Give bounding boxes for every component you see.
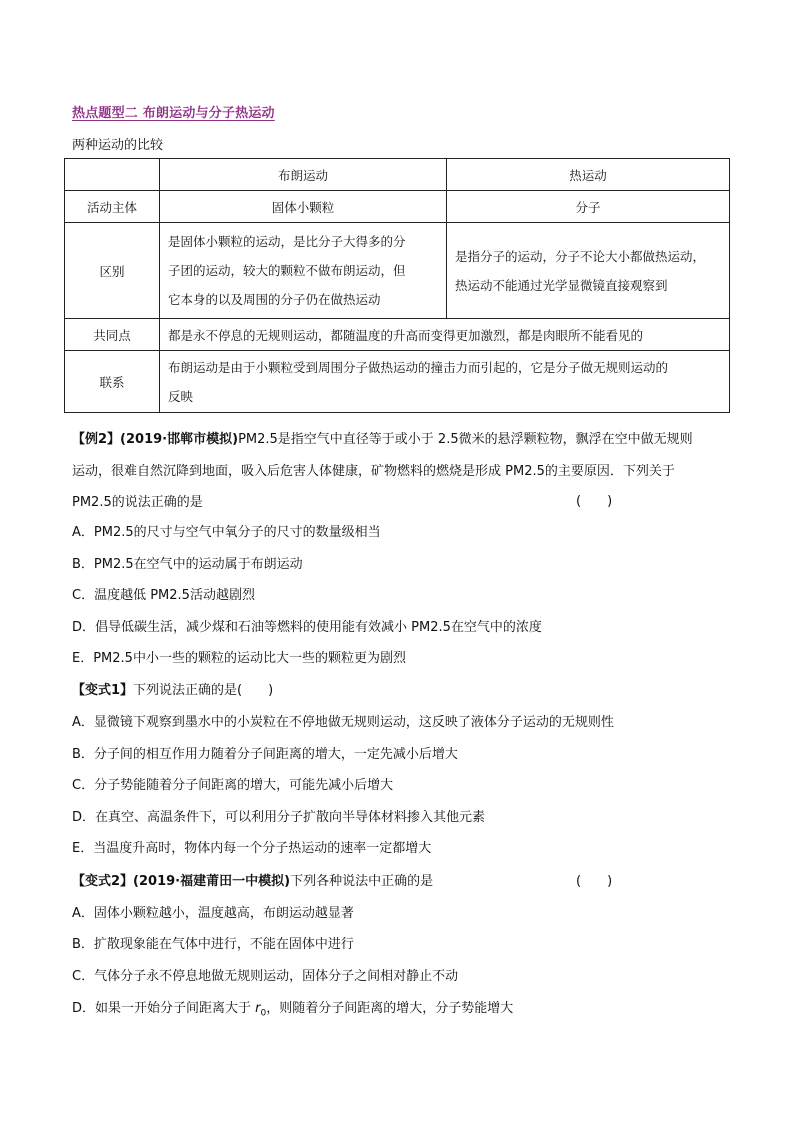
variant-2-answer-paren: ( ) [576, 874, 613, 889]
cell-relation [160, 351, 730, 413]
variant-1-stem: 【变式1】下列说法正确的是( ) [72, 683, 274, 698]
example-2-stem [72, 424, 732, 519]
cell-line: 布朗运动是由于小颗粒受到周围分子做热运动的撞击力而引起的，它是分子做无规则运动的 [168, 359, 669, 375]
cell-brownian-subject: 固体小颗粒 [160, 191, 447, 223]
variant-1-option-d: D．在真空、高温条件下，可以利用分子扩散向半导体材料掺入其他元素 [72, 810, 486, 825]
table-header-thermal: 热运动 [447, 159, 730, 191]
cell-line: 热运动不能通过光学显微镜直接观察到 [455, 277, 668, 293]
example-2-option-b: B．PM2.5在空气中的运动属于布朗运动 [72, 557, 303, 572]
example-2-option-d: D．倡导低碳生活，减少煤和石油等燃料的使用能有效减小 PM2.5在空气中的浓度 [72, 620, 542, 635]
variant-1-tag: 【变式1】 [72, 683, 134, 698]
example-2-line: PM2.5的说法正确的是 [72, 495, 203, 510]
cell-line: 是指分子的运动，分子不论大小都做热运动， [455, 248, 706, 264]
variant-2-option-a: A．固体小颗粒越小，温度越高，布朗运动越显著 [72, 906, 354, 921]
example-2-option-e: E．PM2.5中小一些的颗粒的运动比大一些的颗粒更为剧烈 [72, 651, 406, 666]
example-2-option-a: A．PM2.5的尺寸与空气中氧分子的尺寸的数量级相当 [72, 525, 381, 540]
row-label-relation: 联系 [65, 351, 160, 413]
math-subscript: 0 [260, 1008, 267, 1019]
variant-2-source: (2019·福建莆田一中模拟) [133, 874, 291, 889]
variant-1-option-a: A．显微镜下观察到墨水中的小炭粒在不停地做无规则运动，这反映了液体分子运动的无规则性 [72, 715, 614, 730]
variant-2-option-b: B．扩散现象能在气体中进行，不能在固体中进行 [72, 937, 354, 952]
cell-thermal-subject: 分子 [447, 191, 730, 223]
comparison-table [64, 158, 730, 413]
variant-2-tag: 【变式2】 [72, 874, 134, 889]
table-row [65, 223, 730, 319]
cell-line: 子团的运动，较大的颗粒不做布朗运动，但 [168, 263, 406, 278]
cell-thermal-difference [447, 223, 730, 319]
variant-1-option-b: B．分子间的相互作用力随着分子间距离的增大，一定先减小后增大 [72, 747, 458, 762]
row-label-common: 共同点 [65, 319, 160, 351]
cell-line: 是固体小颗粒的运动，是比分子大得多的分 [168, 234, 406, 249]
example-2-answer-paren: ( ) [576, 494, 613, 509]
cell-common: 都是永不停息的无规则运动，都随温度的升高而变得更加激烈，都是肉眼所不能看见的 [160, 319, 730, 351]
variant-2-stem: 【变式2】(2019·福建莆田一中模拟)下列各种说法中正确的是 [72, 874, 434, 889]
section-heading: 热点题型二 布朗运动与分子热运动 [72, 106, 275, 121]
example-2-tag: 【例2】 [72, 432, 121, 447]
cell-line: 它本身的以及周围的分子仍在做热运动 [168, 292, 381, 307]
math-variable: r [255, 1001, 261, 1016]
variant-2-option-c: C．气体分子永不停息地做无规则运动，固体分子之间相对静止不动 [72, 969, 459, 984]
example-2-option-c: C．温度越低 PM2.5活动越剧烈 [72, 588, 255, 603]
table-corner-cell [65, 159, 160, 191]
intro-text: 两种运动的比较 [72, 138, 164, 153]
row-label-subject: 活动主体 [65, 191, 160, 223]
row-label-difference: 区别 [65, 223, 160, 319]
table-row [65, 319, 730, 351]
table-row [65, 159, 730, 191]
example-2-line: 【例2】(2019·邯郸市模拟)PM2.5是指空气中直径等于或小于 2.5微米的悬浮颗粒物，飘浮在空中做无规则 [72, 432, 693, 447]
table-row [65, 191, 730, 223]
variant-2-option-d: D．如果一开始分子间距离大于 $r_0$，则随着分子间距离的增大，分子势能增大 [72, 1001, 514, 1019]
example-2-source: (2019·邯郸市模拟) [120, 432, 239, 447]
variant-1-option-e: E．当温度升高时，物体内每一个分子热运动的速率一定都增大 [72, 841, 432, 856]
cell-brownian-difference [160, 223, 447, 319]
cell-line: 反映 [168, 388, 194, 404]
table-row [65, 351, 730, 413]
example-2-line: 运动，很难自然沉降到地面，吸入后危害人体健康，矿物燃料的燃烧是形成 PM2.5的主要原因．下列关于 [72, 463, 675, 479]
variant-1-option-c: C．分子势能随着分子间距离的增大，可能先减小后增大 [72, 778, 394, 793]
table-header-brownian: 布朗运动 [160, 159, 447, 191]
